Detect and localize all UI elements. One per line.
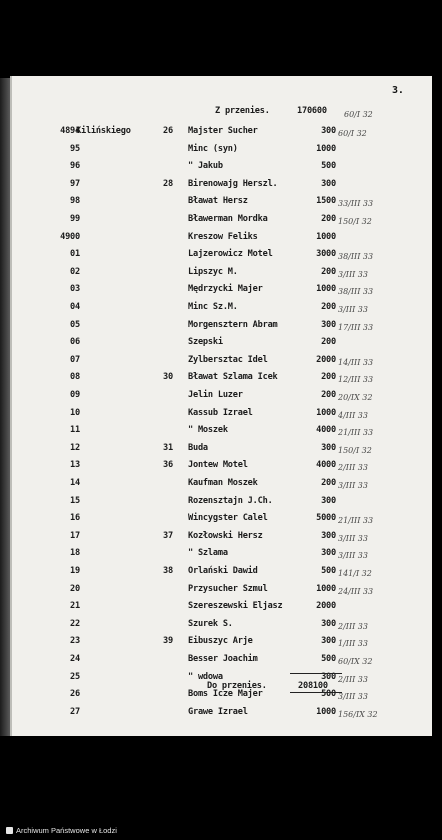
row-name: Grawe Izrael xyxy=(188,706,248,717)
row-number: 10 xyxy=(70,407,80,418)
row-number: 14 xyxy=(70,478,80,488)
carry-in-note: 60/I 32 xyxy=(344,110,373,119)
row-name: Kreszow Feliks xyxy=(188,231,258,242)
row-name: " Moszek xyxy=(188,425,228,436)
row-name: Przysucher Szmul xyxy=(188,583,268,594)
row-note: 24/III 33 xyxy=(338,586,374,596)
row-number: 96 xyxy=(70,161,80,172)
row-number: 11 xyxy=(70,425,80,436)
row-name: " Jakub xyxy=(188,161,223,172)
row-number: 4900 xyxy=(60,231,80,242)
row-note: 60/IX 32 xyxy=(338,657,373,666)
row-name: Wincygster Calel xyxy=(188,513,268,524)
row-note: 150/I 32 xyxy=(338,445,372,455)
row-amount: 300 xyxy=(321,548,336,559)
row-amount: 300 xyxy=(321,618,336,629)
row-amount: 4000 xyxy=(316,425,336,436)
row-note: 3/III 33 xyxy=(338,481,368,490)
archive-logo-icon xyxy=(6,827,13,834)
row-amount: 2000 xyxy=(316,601,336,612)
row-note: 3/III 33 xyxy=(338,551,368,561)
row-number: 04 xyxy=(70,302,80,312)
row-amount: 300 xyxy=(321,671,336,682)
row-name: " wdowa xyxy=(188,671,223,682)
row-name: Szereszewski Eljasz xyxy=(188,601,283,612)
row-amount: 300 xyxy=(321,442,336,453)
row-house: 28 xyxy=(163,178,173,189)
row-number: 98 xyxy=(70,196,80,207)
row-name: Szepski xyxy=(188,337,223,348)
row-amount: 2000 xyxy=(316,354,336,365)
row-amount: 200 xyxy=(321,337,336,348)
row-amount: 200 xyxy=(321,302,336,312)
carry-out-label: Do przenies. xyxy=(207,681,267,691)
row-name: Eibuszyc Arje xyxy=(188,636,253,647)
row-name: " Szlama xyxy=(188,548,228,559)
row-amount: 1000 xyxy=(316,231,336,242)
row-number: 03 xyxy=(70,284,80,295)
row-name: Zylbersztac Idel xyxy=(188,354,268,365)
row-number: 25 xyxy=(70,671,80,682)
row-number: 4894 xyxy=(60,126,80,136)
row-amount: 1000 xyxy=(316,407,336,418)
row-amount: 1500 xyxy=(316,196,336,207)
row-name: Boms Icze Majer xyxy=(188,689,263,700)
row-name: Buda xyxy=(188,442,208,453)
row-number: 99 xyxy=(70,214,80,224)
row-number: 18 xyxy=(70,548,80,559)
row-amount: 300 xyxy=(321,178,336,189)
row-amount: 500 xyxy=(321,566,336,576)
row-note: 156/IX 32 xyxy=(338,709,378,719)
row-number: 23 xyxy=(70,636,80,647)
row-note: 21/III 33 xyxy=(338,428,374,438)
row-amount: 200 xyxy=(321,372,336,383)
row-note: 2/III 33 xyxy=(338,621,368,631)
row-note: 33/III 33 xyxy=(338,199,374,209)
row-number: 95 xyxy=(70,143,80,154)
row-number: 22 xyxy=(70,618,80,629)
row-number: 06 xyxy=(70,337,80,348)
row-note: 3/III 33 xyxy=(338,305,368,314)
row-number: 07 xyxy=(70,354,80,365)
row-number: 24 xyxy=(70,654,80,664)
row-name: Minc (syn) xyxy=(188,143,238,154)
row-amount: 4000 xyxy=(316,460,336,471)
row-amount: 300 xyxy=(321,636,336,647)
row-number: 09 xyxy=(70,390,80,400)
total-rule-top xyxy=(290,673,342,674)
row-name: Lajzerowicz Motel xyxy=(188,249,273,260)
row-note: 20/IX 32 xyxy=(338,393,373,402)
row-name: Jontew Motel xyxy=(188,460,248,471)
row-house: 30 xyxy=(163,372,173,383)
row-number: 21 xyxy=(70,601,80,612)
row-amount: 300 xyxy=(321,319,336,330)
row-number: 27 xyxy=(70,706,80,717)
row-name: Birenowajg Herszl. xyxy=(188,178,278,189)
row-amount: 1000 xyxy=(316,284,336,295)
row-note: 17/III 33 xyxy=(338,322,374,332)
row-name: Bławerman Mordka xyxy=(188,214,268,224)
total-rule-bottom xyxy=(290,692,342,693)
row-note: 3/III 33 xyxy=(338,269,368,279)
row-amount: 1000 xyxy=(316,706,336,717)
row-amount: 300 xyxy=(321,530,336,541)
row-amount: 500 xyxy=(321,161,336,172)
row-note: 2/III 33 xyxy=(338,674,368,684)
row-amount: 1000 xyxy=(316,143,336,154)
row-name: Besser Joachim xyxy=(188,654,258,664)
row-street: Kilińskiego xyxy=(76,126,131,136)
carry-in-amount: 170600 xyxy=(297,106,327,116)
row-number: 02 xyxy=(70,266,80,277)
row-name: Orlański Dawid xyxy=(188,566,258,576)
row-number: 26 xyxy=(70,689,80,700)
row-name: Kassub Izrael xyxy=(188,407,253,418)
row-name: Morgensztern Abram xyxy=(188,319,278,330)
row-amount: 500 xyxy=(321,654,336,664)
row-amount: 1000 xyxy=(316,583,336,594)
row-name: Kozłowski Hersz xyxy=(188,530,263,541)
row-name: Mędrzycki Majer xyxy=(188,284,263,295)
row-amount: 300 xyxy=(321,126,336,136)
row-name: Szurek S. xyxy=(188,618,233,629)
row-number: 16 xyxy=(70,513,80,524)
row-name: Kaufman Moszek xyxy=(188,478,258,488)
row-number: 13 xyxy=(70,460,80,471)
row-name: Jelin Luzer xyxy=(188,390,243,400)
row-note: 3/III 33 xyxy=(338,533,368,543)
row-house: 36 xyxy=(163,460,173,471)
row-amount: 200 xyxy=(321,478,336,488)
row-house: 31 xyxy=(163,442,173,453)
row-amount: 500 xyxy=(321,689,336,700)
row-note: 60/I 32 xyxy=(338,129,367,138)
row-amount: 200 xyxy=(321,390,336,400)
row-note: 3/III 33 xyxy=(338,692,368,702)
row-note: 21/III 33 xyxy=(338,516,374,526)
archive-footer xyxy=(6,826,117,835)
carry-in-label: Z przenies. xyxy=(215,106,270,116)
page-left-edge xyxy=(0,78,10,736)
row-amount: 5000 xyxy=(316,513,336,524)
row-house: 26 xyxy=(163,126,173,136)
row-name: Minc Sz.M. xyxy=(188,302,238,312)
page-number: 3. xyxy=(392,85,404,96)
row-name: Bławat Hersz xyxy=(188,196,248,207)
row-note: 38/III 33 xyxy=(338,287,374,297)
row-house: 37 xyxy=(163,530,173,541)
row-number: 05 xyxy=(70,319,80,330)
row-note: 14/III 33 xyxy=(338,357,374,367)
row-number: 19 xyxy=(70,566,80,576)
archive-name: Archiwum Państwowe w Łodzi xyxy=(16,826,117,835)
row-note: 4/III 33 xyxy=(338,410,368,420)
row-number: 08 xyxy=(70,372,80,383)
row-amount: 300 xyxy=(321,495,336,506)
row-name: Lipszyc M. xyxy=(188,266,238,277)
row-amount: 3000 xyxy=(316,249,336,260)
row-house: 38 xyxy=(163,566,173,576)
row-note: 150/I 32 xyxy=(338,217,372,226)
row-note: 1/III 33 xyxy=(338,639,368,649)
row-note: 38/III 33 xyxy=(338,252,374,262)
row-number: 97 xyxy=(70,178,80,189)
row-note: 12/III 33 xyxy=(338,375,374,385)
row-amount: 200 xyxy=(321,266,336,277)
row-amount: 200 xyxy=(321,214,336,224)
row-number: 01 xyxy=(70,249,80,260)
row-number: 12 xyxy=(70,442,80,453)
row-name: Bławat Szlama Icek xyxy=(188,372,278,383)
row-note: 141/I 32 xyxy=(338,569,372,578)
row-number: 20 xyxy=(70,583,80,594)
row-number: 15 xyxy=(70,495,80,506)
row-number: 17 xyxy=(70,530,80,541)
row-note: 2/III 33 xyxy=(338,463,368,473)
row-house: 39 xyxy=(163,636,173,647)
row-name: Rozensztajn J.Ch. xyxy=(188,495,273,506)
carry-out-amount: 208100 xyxy=(298,681,328,691)
row-name: Majster Sucher xyxy=(188,126,258,136)
